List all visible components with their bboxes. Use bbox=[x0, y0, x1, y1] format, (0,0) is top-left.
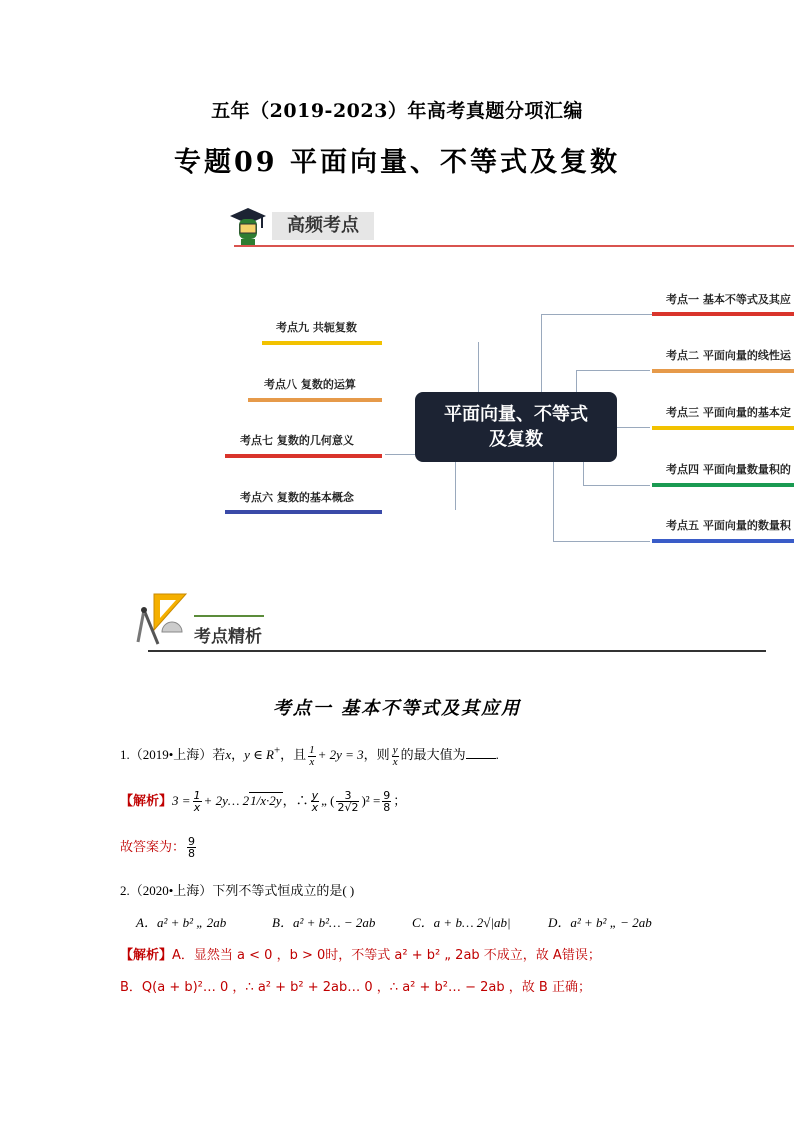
high-frequency-banner bbox=[228, 206, 794, 250]
question-text: 若 bbox=[212, 747, 226, 762]
math-expr: ，∴ bbox=[282, 793, 309, 808]
numerator: y bbox=[392, 743, 398, 756]
connector bbox=[385, 454, 415, 455]
analysis-banner bbox=[132, 590, 766, 656]
topic-8-line bbox=[248, 398, 382, 402]
center-title-line2: 及复数 bbox=[489, 429, 543, 450]
connector bbox=[553, 541, 650, 542]
topic-3-line bbox=[652, 426, 794, 430]
topic-4-line bbox=[652, 483, 794, 487]
answer-1-final bbox=[120, 836, 198, 859]
answer-2-line-1 bbox=[120, 944, 601, 963]
option-d[interactable]: D．a² + b² „ − 2ab bbox=[548, 915, 652, 930]
question-text: 的最大值为 bbox=[400, 747, 466, 762]
answer-text: A．显然当 a < 0 ，b > 0时，不等式 a² + b² „ 2ab 不成立，故 A错误； bbox=[172, 948, 601, 963]
fraction bbox=[193, 790, 202, 813]
center-title-line1: 平面向量、不等式 bbox=[444, 404, 588, 425]
topic-3-label: 考点三 平面向量的基本定 bbox=[666, 406, 791, 419]
connector bbox=[541, 314, 542, 392]
numerator: 9 bbox=[383, 789, 391, 802]
banner-accent-line bbox=[194, 615, 264, 617]
connector bbox=[583, 462, 584, 486]
question-text: ，则 bbox=[363, 747, 390, 762]
denominator: 8 bbox=[188, 847, 196, 860]
connector bbox=[478, 342, 479, 392]
question-text: ，且 bbox=[280, 747, 307, 762]
option-c[interactable]: C．a + b… 2√|ab| bbox=[412, 915, 511, 930]
fraction bbox=[392, 745, 399, 768]
topic-1-label: 考点一 基本不等式及其应 bbox=[666, 293, 791, 306]
math-expr: „ ( bbox=[321, 793, 335, 808]
denominator: x bbox=[309, 755, 315, 768]
topic-4-label: 考点四 平面向量数量积的 bbox=[666, 463, 791, 476]
numerator: 9 bbox=[188, 835, 196, 848]
analysis-tag: 【解析】 bbox=[120, 794, 173, 809]
connector bbox=[576, 370, 577, 392]
math-expr: )² = bbox=[361, 793, 381, 808]
topic-2-label: 考点二 平面向量的线性运 bbox=[666, 349, 791, 362]
denominator: x bbox=[311, 801, 319, 814]
question-number: 1. bbox=[120, 747, 130, 762]
fraction bbox=[382, 790, 391, 813]
denominator: 8 bbox=[383, 801, 391, 814]
topic-9-line bbox=[262, 341, 382, 345]
question-number: 2. bbox=[120, 883, 130, 898]
mind-map-center bbox=[415, 392, 617, 462]
analysis-tag: 【解析】 bbox=[120, 948, 173, 963]
connector bbox=[617, 427, 650, 428]
question-text: 下列不等式恒成立的是( ) bbox=[212, 883, 355, 898]
option-a[interactable]: A．a² + b² „ 2ab bbox=[136, 915, 227, 930]
topic-5-line bbox=[652, 539, 794, 543]
question-text: . bbox=[495, 747, 499, 762]
fraction bbox=[311, 790, 320, 813]
numerator: 1 bbox=[193, 789, 201, 802]
numerator: 3 bbox=[336, 790, 359, 802]
document-title: 五年（2019-2023）年高考真题分项汇编 bbox=[211, 100, 583, 122]
math-expr: + 2y… 2 bbox=[203, 793, 250, 808]
math-expr: y ∈ R bbox=[244, 747, 274, 762]
banner-label: 高频考点 bbox=[272, 212, 374, 240]
connector bbox=[576, 370, 650, 371]
topic-6-line bbox=[225, 510, 382, 514]
answer-blank bbox=[466, 746, 496, 759]
connector bbox=[541, 314, 653, 315]
numerator: 1 bbox=[309, 743, 315, 756]
fraction bbox=[308, 745, 316, 768]
denominator: x bbox=[392, 755, 398, 768]
sqrt-expr: 1/x·2y bbox=[250, 793, 282, 808]
topic-1-line bbox=[652, 312, 794, 316]
fraction bbox=[336, 790, 359, 813]
numerator: y bbox=[311, 789, 319, 802]
banner-underline bbox=[234, 245, 794, 247]
topic-title: 专题09 平面向量、不等式及复数 bbox=[174, 147, 620, 178]
math-expr: + 2y = 3 bbox=[317, 747, 364, 762]
math-expr: ； bbox=[393, 793, 407, 808]
topic-6-label: 考点六 复数的基本概念 bbox=[240, 491, 354, 504]
question-2 bbox=[120, 880, 354, 899]
topic-7-line bbox=[225, 454, 382, 458]
section-title: 考点一 基本不等式及其应用 bbox=[272, 698, 522, 719]
option-b[interactable]: B．a² + b²… − 2ab bbox=[272, 915, 376, 930]
fraction bbox=[187, 836, 196, 859]
answer-1 bbox=[120, 790, 406, 813]
topic-7-label: 考点七 复数的几何意义 bbox=[240, 434, 354, 447]
answer-2-line-2: B．Q(a + b)²… 0 ，∴ a² + b² + 2ab… 0 ，∴ a² + b²… − 2ab ，故 B 正确； bbox=[120, 980, 591, 995]
topic-8-label: 考点八 复数的运算 bbox=[264, 378, 356, 391]
question-source: （2019•上海） bbox=[129, 747, 213, 762]
graduate-icon bbox=[228, 206, 268, 248]
question-source: （2020•上海） bbox=[129, 883, 213, 898]
topic-5-label: 考点五 平面向量的数量积 bbox=[666, 519, 791, 532]
topic-2-line bbox=[652, 369, 794, 373]
final-answer-label: 故答案为： bbox=[120, 840, 186, 855]
connector bbox=[583, 485, 650, 486]
mind-map bbox=[0, 280, 794, 550]
math-var: x bbox=[225, 747, 232, 762]
banner-label: 考点精析 bbox=[194, 627, 262, 647]
math-expr: 3 = bbox=[172, 793, 191, 808]
math-sup: + bbox=[273, 744, 281, 757]
denominator: x bbox=[193, 801, 201, 814]
question-1 bbox=[120, 744, 499, 768]
ruler-compass-icon bbox=[132, 590, 192, 650]
denominator: 2√2 bbox=[337, 801, 359, 814]
banner-underline bbox=[148, 650, 766, 652]
connector bbox=[455, 460, 456, 510]
question-text: ， bbox=[231, 747, 245, 762]
connector bbox=[553, 462, 554, 542]
topic-9-label: 考点九 共轭复数 bbox=[276, 321, 357, 334]
